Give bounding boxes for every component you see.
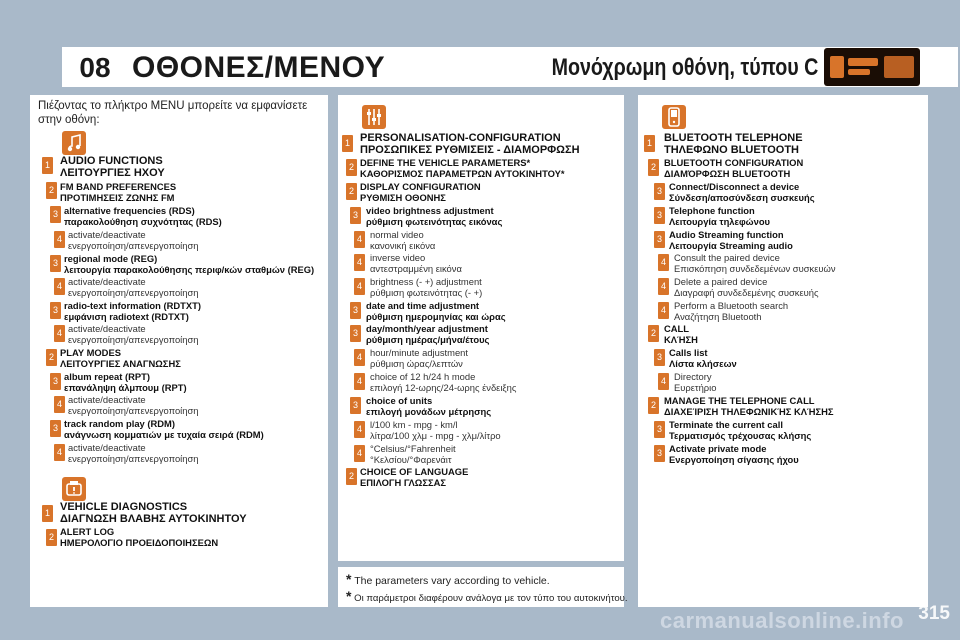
audio-streaming-item[interactable]: Audio Streaming function (669, 229, 784, 240)
bluetooth-config-item[interactable]: BLUETOOTH CONFIGURATION (664, 157, 804, 168)
calls-list-item[interactable]: Calls list (669, 347, 708, 358)
album-repeat-item[interactable]: album repeat (RPT) (64, 371, 150, 382)
level-badge: 2 (648, 159, 659, 176)
hour-minute-item[interactable]: hour/minute adjustment (370, 347, 468, 358)
rds-activate-item-gr: ενεργοποίηση/απενεργοποίηση (68, 240, 199, 251)
level-badge: 3 (654, 231, 665, 248)
level-badge: 1 (342, 135, 353, 152)
level-badge: 4 (354, 231, 365, 248)
terminate-call-item[interactable]: Terminate the current call (669, 419, 783, 430)
normal-video-item[interactable]: normal video (370, 229, 424, 240)
fm-band-item-gr: ΠΡΟΤΙΜΗΣΕΙΣ ΖΩΝΗΣ FM (60, 192, 175, 203)
units-item-gr: επιλογή μονάδων μέτρησης (366, 406, 492, 417)
display-configuration-item-gr: ΡΥΘΜΙΣΗ ΟΘΟΝΗΣ (360, 192, 446, 203)
level-badge: 4 (54, 444, 65, 461)
alert-log-item[interactable]: ALERT LOG (60, 526, 115, 537)
bluetooth-phone-icon (662, 105, 686, 129)
level-badge: 2 (46, 182, 57, 199)
monochrome-screen-icon (824, 48, 920, 86)
normal-video-item-gr: κανονική εικόνα (370, 240, 436, 251)
level-badge: 3 (50, 206, 61, 223)
level-badge: 4 (354, 373, 365, 390)
level-badge: 4 (354, 421, 365, 438)
reg-activate-item[interactable]: activate/deactivate (68, 276, 146, 287)
page-number: 315 (918, 603, 950, 624)
level-badge: 4 (54, 231, 65, 248)
reg-item-gr: λειτουργία παρακολούθησης περιφ/κών σταθμών (REG) (64, 264, 315, 275)
bluetooth-telephone-title-gr: ΤΗΛΕΦΩΝΟ BLUETOOTH (664, 144, 799, 156)
delete-device-item-gr: Διαγραφή συνδεδεμένης συσκευής (674, 287, 819, 298)
fuel-units-item-gr: λίτρα/100 χλμ - mpg - χλμ/λίτρο (370, 430, 501, 441)
level-badge: 3 (654, 445, 665, 462)
bluetooth-search-item-gr: Αναζήτηση Bluetooth (674, 311, 762, 322)
video-brightness-item[interactable]: video brightness adjustment (366, 205, 494, 216)
consult-device-item-gr: Επισκόπηση συνδεδεμένων συσκευών (674, 263, 836, 274)
intro-text: Πιέζοντας το πλήκτρο MENU μπορείτε να εμφανίσετε στην οθόνη: (38, 100, 308, 126)
delete-device-item[interactable]: Delete a paired device (674, 276, 768, 287)
fm-band-item[interactable]: FM BAND PREFERENCES (60, 181, 177, 192)
page-subtitle: Μονόχρωμη οθόνη, τύπου C (551, 54, 818, 81)
level-badge: 3 (350, 207, 361, 224)
fuel-units-item[interactable]: l/100 km - mpg - km/l (370, 419, 458, 430)
watermark: carmanualsonline.info (660, 608, 904, 633)
display-configuration-item[interactable]: DISPLAY CONFIGURATION (360, 181, 481, 192)
level-badge: 2 (346, 183, 357, 200)
personalisation-title[interactable]: PERSONALISATION-CONFIGURATION (360, 132, 561, 144)
level-badge: 4 (658, 278, 669, 295)
alert-log-item-gr: ΗΜΕΡΟΛΟΓΙΟ ΠΡΟΕΙΔΟΠΟΙΗΣΕΩΝ (60, 537, 219, 548)
album-repeat-item-gr: επανάληψη άλμπουμ (RPT) (64, 382, 187, 393)
manage-call-item[interactable]: MANAGE THE TELEPHONE CALL (664, 395, 815, 406)
level-badge: 4 (54, 325, 65, 342)
clock-mode-item[interactable]: choice of 12 h/24 h mode (370, 371, 476, 382)
play-modes-item[interactable]: PLAY MODES (60, 347, 121, 358)
level-badge: 3 (654, 183, 665, 200)
reg-activate-item-gr: ενεργοποίηση/απενεργοποίηση (68, 287, 199, 298)
level-badge: 3 (50, 255, 61, 272)
clock-mode-item-gr: επιλογή 12-ωρης/24-ωρης ένδειξης (370, 382, 517, 393)
inverse-video-item-gr: αντεστραμμένη εικόνα (370, 263, 462, 274)
connect-device-item-gr: Σύνδεση/αποσύνδεση συσκευής (669, 192, 815, 203)
terminate-call-item-gr: Τερματισμός τρέχουσας κλήσης (669, 430, 812, 441)
bluetooth-config-item-gr: ΔΙΑΜΌΡΦΩΣΗ BLUETOOTH (664, 168, 791, 179)
radiotext-activate-item-gr: ενεργοποίηση/απενεργοποίηση (68, 334, 199, 345)
video-brightness-item-gr: ρύθμιση φωτεινότητας εικόνας (366, 216, 503, 227)
vehicle-parameters-item-gr: ΚΑΘΟΡΙΣΜΟΣ ΠΑΡΑΜΕΤΡΩΝ ΑΥΤΟΚΙΝΗΤΟΥ* (360, 168, 565, 179)
level-badge: 2 (648, 397, 659, 414)
footnote-star: * (346, 588, 352, 604)
vehicle-parameters-item[interactable]: DEFINE THE VEHICLE PARAMETERS* (360, 157, 531, 168)
level-badge: 1 (42, 157, 53, 174)
random-activate-item[interactable]: activate/deactivate (68, 442, 146, 453)
level-badge: 1 (42, 505, 53, 522)
level-badge: 2 (648, 325, 659, 342)
private-mode-item[interactable]: Activate private mode (669, 443, 767, 454)
level-badge: 3 (50, 420, 61, 437)
audio-functions-title-gr: ΛΕΙΤΟΥΡΓΙΕΣ ΗΧΟΥ (60, 167, 165, 179)
calls-list-item-gr: Λίστα κλήσεων (669, 358, 737, 369)
level-badge: 3 (654, 207, 665, 224)
inverse-video-item[interactable]: inverse video (370, 252, 426, 263)
directory-item-gr: Ευρετήριο (674, 382, 717, 393)
level-badge: 4 (354, 254, 365, 271)
footnote-star: * (346, 571, 352, 587)
footnote-en (346, 571, 550, 587)
date-time-item[interactable]: date and time adjustment (366, 300, 480, 311)
private-mode-item-gr: Ενεργοποίηση σίγασης ήχου (669, 454, 799, 465)
level-badge: 4 (658, 254, 669, 271)
radiotext-item[interactable]: radio-text information (RDTXT) (64, 300, 201, 311)
hour-minute-item-gr: ρύθμιση ώρας/λεπτών (370, 358, 463, 369)
level-badge: 3 (50, 373, 61, 390)
level-badge: 4 (658, 373, 669, 390)
bluetooth-telephone-title[interactable]: BLUETOOTH TELEPHONE (664, 132, 803, 144)
footnote-gr (346, 588, 628, 604)
footnote-en-text: The parameters vary according to vehicle. (354, 575, 550, 587)
radiotext-activate-item[interactable]: activate/deactivate (68, 323, 146, 334)
page-title: ΟΘΟΝΕΣ/ΜΕΝΟΥ (132, 51, 386, 84)
level-badge: 2 (346, 159, 357, 176)
consult-device-item[interactable]: Consult the paired device (674, 252, 780, 263)
level-badge: 4 (658, 302, 669, 319)
level-badge: 4 (354, 445, 365, 462)
audio-diagnostics-panel (30, 95, 328, 607)
connect-device-item[interactable]: Connect/Disconnect a device (669, 181, 800, 192)
random-play-item[interactable]: track random play (RDM) (64, 418, 175, 429)
repeat-activate-item-gr: ενεργοποίηση/απενεργοποίηση (68, 405, 199, 416)
manage-call-item-gr: ΔΙΑΧΕΊΡΙΣΗ ΤΗΛΕΦΩΝΙΚΉΣ ΚΛΉΣΗΣ (664, 406, 834, 417)
day-month-year-item[interactable]: day/month/year adjustment (366, 323, 488, 334)
level-badge: 1 (644, 135, 655, 152)
level-badge: 2 (46, 349, 57, 366)
level-badge: 3 (654, 421, 665, 438)
brightness-item-gr: ρύθμιση φωτεινότητας (- +) (370, 287, 483, 298)
audio-functions-title[interactable]: AUDIO FUNCTIONS (60, 155, 163, 167)
play-modes-item-gr: ΛΕΙΤΟΥΡΓΙΕΣ ΑΝΑΓΝΩΣΗΣ (60, 358, 181, 369)
level-badge: 4 (54, 396, 65, 413)
audio-note-icon (62, 131, 86, 155)
call-item[interactable]: CALL (664, 323, 689, 334)
directory-item[interactable]: Directory (674, 371, 712, 382)
level-badge: 4 (354, 349, 365, 366)
level-badge: 2 (346, 468, 357, 485)
temperature-units-item-gr: °Κελσίου/°Φαρενάιτ (370, 454, 452, 465)
level-badge: 3 (350, 302, 361, 319)
vehicle-diagnostics-title-gr: ΔΙΑΓΝΩΣΗ ΒΛΑΒΗΣ ΑΥΤΟΚΙΝΗΤΟΥ (60, 513, 247, 525)
level-badge: 3 (50, 302, 61, 319)
rds-item-gr: παρακολούθηση συχνότητας (RDS) (64, 216, 222, 227)
settings-sliders-icon (362, 105, 386, 129)
call-item-gr: ΚΛΉΣΗ (664, 334, 698, 345)
units-item[interactable]: choice of units (366, 395, 433, 406)
bluetooth-panel (638, 95, 928, 607)
radiotext-item-gr: εμφάνιση radiotext (RDTXT) (64, 311, 189, 322)
rds-item[interactable]: alternative frequencies (RDS) (64, 205, 195, 216)
diagnostics-alert-icon (62, 477, 86, 501)
language-item-gr: ΕΠΙΛΟΓΗ ΓΛΩΣΣΑΣ (360, 477, 446, 488)
random-play-item-gr: ανάγνωση κομματιών με τυχαία σειρά (RDM) (64, 429, 264, 440)
level-badge: 4 (54, 278, 65, 295)
telephone-function-item[interactable]: Telephone function (669, 205, 755, 216)
reg-item[interactable]: regional mode (REG) (64, 253, 158, 264)
rds-activate-item[interactable]: activate/deactivate (68, 229, 146, 240)
level-badge: 3 (350, 325, 361, 342)
temperature-units-item[interactable]: °Celsius/°Fahrenheit (370, 443, 456, 454)
random-activate-item-gr: ενεργοποίηση/απενεργοποίηση (68, 453, 199, 464)
language-item[interactable]: CHOICE OF LANGUAGE (360, 466, 469, 477)
chapter-number: 08 (79, 52, 111, 83)
brightness-item[interactable]: brightness (- +) adjustment (370, 276, 482, 287)
telephone-function-item-gr: Λειτουργία τηλεφώνου (669, 216, 770, 227)
footnote-gr-text: Οι παράμετροι διαφέρουν ανάλογα με τον τύπο του αυτοκινήτου. (354, 593, 628, 604)
audio-streaming-item-gr: Λειτουργία Streaming audio (669, 240, 793, 251)
level-badge: 4 (354, 278, 365, 295)
day-month-year-item-gr: ρύθμιση ημέρας/μήνα/έτους (366, 334, 490, 345)
level-badge: 3 (350, 397, 361, 414)
bluetooth-search-item[interactable]: Perform a Bluetooth search (674, 300, 789, 311)
personalisation-panel (338, 95, 624, 561)
date-time-item-gr: ρύθμιση ημερομηνίας και ώρας (366, 311, 506, 322)
vehicle-diagnostics-title[interactable]: VEHICLE DIAGNOSTICS (60, 501, 188, 513)
level-badge: 3 (654, 349, 665, 366)
repeat-activate-item[interactable]: activate/deactivate (68, 394, 146, 405)
level-badge: 2 (46, 529, 57, 546)
personalisation-title-gr: ΠΡΟΣΩΠΙΚΕΣ ΡΥΘΜΙΣΕΙΣ - ΔΙΑΜΟΡΦΩΣΗ (360, 144, 580, 156)
footnote-box (338, 567, 628, 607)
